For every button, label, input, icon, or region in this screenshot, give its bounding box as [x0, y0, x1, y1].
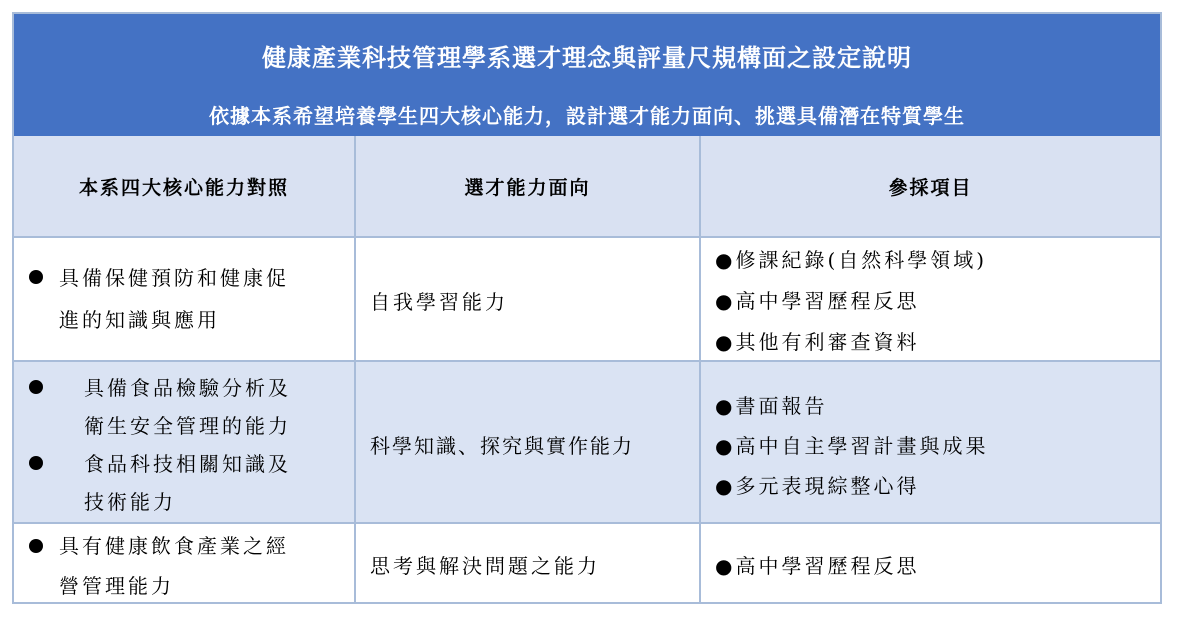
row3-core-line2: 營管理能力: [59, 574, 174, 598]
table-subtitle: 依據本系希望培養學生四大核心能力，設計選才能力面向、挑選具備潛在特質學生: [209, 104, 965, 128]
row3-items-cell: [701, 524, 1160, 602]
header-core-abilities: [14, 136, 356, 236]
bullet-dot: [29, 270, 43, 284]
row3-core-cell: [14, 524, 356, 602]
table-banner: [14, 14, 1160, 136]
row1-core-cell: [14, 238, 356, 360]
header-items-label: 參採項目: [888, 176, 973, 199]
header-aspect-label: 選才能力面向: [464, 176, 591, 199]
bullet-dot: [29, 380, 43, 394]
row3-item-1: ●高中學習歷程反思: [715, 554, 920, 578]
table-title: 健康產業科技管理學系選才理念與評量尺規構面之設定說明: [262, 43, 912, 72]
row2-item-1: ●書面報告: [715, 394, 828, 418]
row2-item-3: ●多元表現綜整心得: [715, 474, 920, 498]
row1-core-line2: 進的知識與應用: [59, 308, 220, 332]
row2-items-cell: [701, 362, 1160, 522]
row2-item-2: ●高中自主學習計畫與成果: [715, 434, 989, 458]
header-items: [701, 136, 1160, 236]
row2-core-line3: 食品科技相關知識及: [84, 452, 291, 476]
header-aspect: [356, 136, 701, 236]
header-core-abilities-label: 本系四大核心能力對照: [78, 176, 289, 199]
criteria-table: [12, 12, 1162, 604]
row2-aspect-cell: [356, 362, 701, 522]
row1-items-cell: [701, 238, 1160, 360]
row2-core-line1: 具備食品檢驗分析及: [84, 376, 291, 400]
row3-aspect: 思考與解決問題之能力: [370, 554, 600, 578]
bullet-dot: [29, 539, 43, 553]
row1-item-3: ●其他有利審查資料: [715, 330, 920, 354]
row2-aspect: 科學知識、探究與實作能力: [370, 434, 634, 458]
row1-aspect: 自我學習能力: [370, 290, 508, 314]
bullet-dot: [29, 456, 43, 470]
row3-aspect-cell: [356, 524, 701, 602]
row1-item-1: ●修課紀錄(自然科學領域): [715, 248, 988, 272]
row3-core-line1: 具有健康飲食產業之經: [59, 534, 289, 558]
row1-core-line1: 具備保健預防和健康促: [59, 266, 289, 290]
row1-aspect-cell: [356, 238, 701, 360]
row2-core-line2: 衛生安全管理的能力: [84, 414, 291, 438]
row2-core-cell: [14, 362, 356, 522]
row2-core-line4: 技術能力: [84, 490, 176, 514]
row1-item-2: ●高中學習歷程反思: [715, 289, 920, 313]
